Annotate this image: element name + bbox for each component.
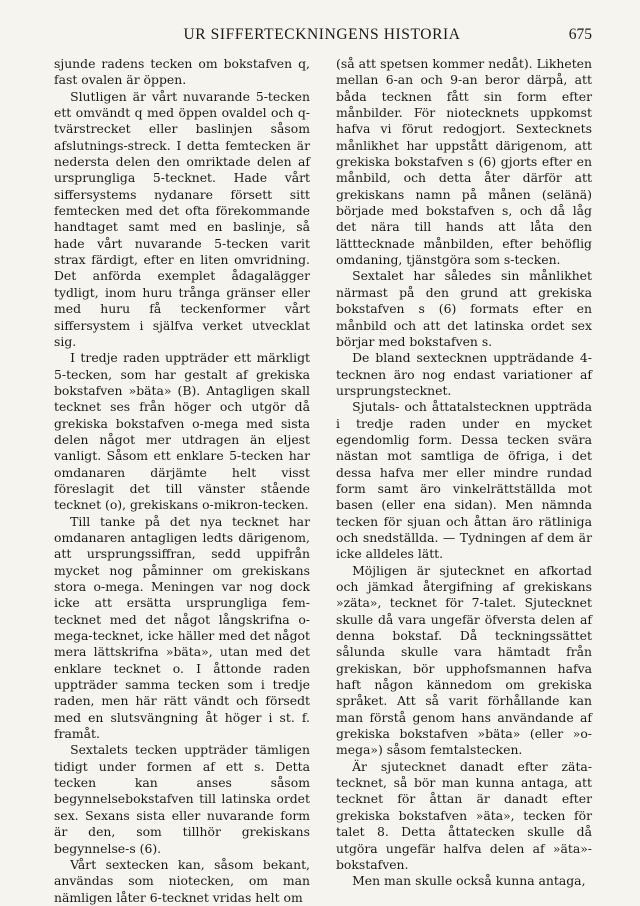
- paragraph: (så att spetsen kommer nedåt). Likheten mellan 6-an och 9-an beror därpå, att båda tecknen fått sin form efter månbilder. För niotecknets uppkomst hafva vi förut redogjort. Sextecknets månlikhet har uppstått därigenom, att grekiska bokstafven s (6) gjorts efter en månbild, och detta åter därför att grekiskans namn på månen (selänä) började med bokstafven s, och då låg det nära till hands att låta den lätttecknade månbilden, efter behöflig omdaning, tjänstgöra som s-tecken.: [336, 56, 592, 268]
- page-header: [52, 26, 592, 48]
- paragraph: Vårt sextecken kan, såsom bekant, användas som niotecken, om man nämligen låter 6-tecknet vridas helt om: [54, 856, 310, 905]
- paragraph: Till tanke på det nya tecknet har omdanaren antagligen ledts därigenom, att ursprungssiffran, sedd uppifrån mycket nog påminner om grekiskans stora o-mega. Meningen var nog dock icke att ersätta ursprungliga fem-tecknet med det något långskrifna o-mega-tecknet, icke häller med det något mera lättskrifna »bäta», utan med det enklare tecknet o. I åttonde raden uppträder samma tecken som i tredje raden, men här rätt vändt och försedt med en slutsvängning åt höger i st. f. framåt.: [54, 513, 310, 742]
- paragraph: sjunde radens tecken om bokstafven q, fast ovalen är öppen.: [54, 56, 310, 88]
- paragraph: Sextalets tecken uppträder tämligen tidigt under formen af ett s. Detta tecken kan anses såsom begynnelsebokstafven till latinska ordet sex. Sexans sista eller nuvarande form är den, som tillhör grekiskans begynnelse-s (6).: [54, 742, 310, 856]
- paragraph: I tredje raden uppträder ett märkligt 5-tecken, som har gestalt af grekiska bokstafven »bäta» (B). Antagligen skall tecknet ses från höger och utgör då grekiska bokstafven o-mega med sista delen något mer utdragen än eljest vanligt. Såsom ett enklare 5-tecken har omdanaren därjämte helt visst föreslagit det till vänster stående tecknet (o), grekiskans o-mikron-tecken.: [54, 350, 310, 513]
- paragraph: Slutligen är vårt nuvarande 5-tecken ett omvändt q med öppen ovaldel och q-tvärstrecket eller baslinjen såsom afslutnings-streck. I detta femtecken är nedersta delen den omriktade delen af ursprungliga 5-tecknet. Hade vårt siffersystems nydanare försett sitt femtecken med det ofta förekommande handtaget samt med en baslinje, så hade vårt nuvarande 5-tecken varit strax färdigt, efter en liten omvridning. Det anförda exemplet ådagalägger tydligt, inom huru trånga gränser eller med huru få teckenformer vårt siffersystem i själfva verket utvecklat sig.: [54, 88, 310, 349]
- paragraph: Sjutals- och åttatalstecknen uppträda i tredje raden under en mycket egendomlig form. Dessa tecken svära nästan mot samtliga de öfriga, i det dessa hafva mer eller mindre rundad form samt äro vinkelrättställda mot basen (eller ena sidan). Men nämnda tecken för sjuan och åttan äro rätliniga och snedställda. — Tydningen af dem är icke alldeles lätt.: [336, 399, 592, 562]
- right-column: [336, 56, 592, 890]
- page-number: 675: [568, 26, 592, 43]
- running-title: UR SIFFERTECKNINGENS HISTORIA: [183, 26, 461, 43]
- paragraph: Möjligen är sjutecknet en afkortad och jämkad återgifning af grekiskans »zäta», tecknet för 7-talet. Sjutecknet skulle då vara ungefär öfversta delen af denna bokstaf. Då teckningssättet sålunda skulle vara hämtadt från grekiskan, bör upphofsmannen hafva haft någon kännedom om grekiska språket. Att så varit förhållande kan man förstå genom hans användande af grekiska bokstafven »bäta» (eller »o-mega») såsom femtalstecken.: [336, 562, 592, 758]
- paragraph: Sextalet har således sin månlikhet närmast på den grund att grekiska bokstafven s (6) formats efter en månbild och att det latinska ordet sex börjar med bokstafven s.: [336, 268, 592, 349]
- paragraph: Men man skulle också kunna antaga,: [352, 873, 586, 889]
- paragraph: De bland sextecknen uppträdande 4-tecknen äro nog endast variationer af ursprungstecknet.: [336, 350, 592, 398]
- left-column: [54, 56, 310, 906]
- paragraph: Är sjutecknet danadt efter zäta-tecknet, så bör man kunna antaga, att tecknet för åttan är danadt efter grekiska bokstafven »äta», tecken för talet 8. Detta åttatecken skulle då utgöra ungefär halfva delen af »äta»-bokstafven.: [336, 758, 592, 872]
